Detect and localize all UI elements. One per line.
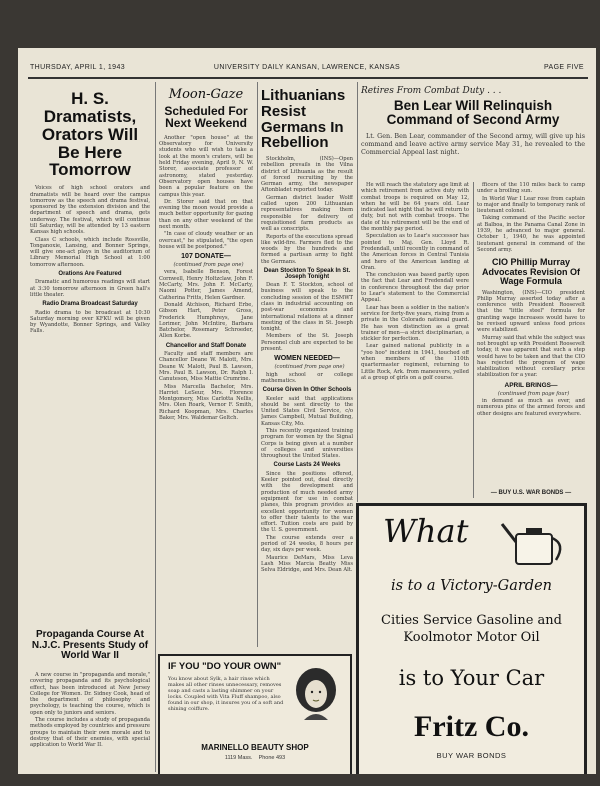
article-lear-continued [477,182,585,253]
subhead-107-donate: 107 DONATE— [181,253,231,261]
paragraph: Lear has been a soldier in the nation's service for forty-five years, rising from a private in the Colorado national guard. He has won distinction as a great trainer of men—a strict disciplinarian, a stickler for perfection. [361,304,469,343]
column-divider [357,82,358,502]
paragraph: Dean F. T. Stockton, school of business will speak to the concluding session of the ESMWT class in industrial accounting on post-war economics and international relations at a dinner meeting of the class in St. Joseph tonight. [261,282,353,333]
paragraph: Lear gained national publicity in a "yoo hoo" incident in 1941, touched off when members of the 110th quartermaster regiment, returning to Little Rock, Ark. from maneuvers, yelled at a group of girls on a golf course. [361,343,469,381]
paragraph: Keeler said that applications should be sent directly to the United States Civil Service, c/o James Campbell, Mutual Building, Kansas City, Mo. [261,395,353,427]
paragraph: Class C schools, which include Rossville, Tonganoxie, Lansing, and Bonner Springs, will give one-act plays in the auditorium of Library Memorial High School at 1:00 tomorrow afternoon. [30,236,150,268]
article-dramatists [30,185,150,335]
watering-can-icon [500,514,570,572]
ad-beauty-phone: Phone 493 [258,755,286,761]
paragraph: He will reach the statutory age limit at which retirement from active duty with combat troops is required on May 12, when he will be 64 years old. Lear indicated last night that he will return to duty, but not with combat troops. The date of his retirement will be the end of the monthly pay period. [361,182,469,233]
paragraph: Miss Marcella Bachelor, Mrs. Harriet LeSeur, Mrs. Florence Montgomery, Miss Carlotta Nellis, Mrs. Olen Roark, Vernor F. Smith, Richard Koopman, Mrs. Charles Baker, Mrs. Waldemar Geltch. [159,383,253,421]
subhead-stockton: Dean Stockton To Speak In St. Joseph Tonight [263,268,351,281]
subhead-april-brings: APRIL BRINGS— [504,381,558,389]
column-divider [155,82,156,772]
paragraph: Radio drama to be broadcast at 10:30 Saturday morning over KFKU will be given by Wyandotte, Bonner Springs, and Valley Falls. [30,309,150,335]
paragraph: A new course in "propaganda and morale," covering propaganda and its psychological effect, has been introduced at New Jersey College for Women. Dr. Sidney Cook, head of the department of philosophy and psychology, is teaching the course, which is open only to juniors and seniors. [30,672,150,716]
headline-ben-lear: Ben Lear Will Relinquish Command of Second Army [386,98,560,128]
ad-fritz-victory-garden: is to a Victory-Garden [390,578,553,594]
article-ben-lear [361,182,469,381]
paragraph: (continued from page one) [274,364,345,371]
ad-fritz-war-bonds: BUY WAR BONDS [436,751,507,760]
masthead-page-number: PAGE FIVE [543,64,584,71]
ad-beauty-shop-name: MARINELLO BEAUTY SHOP [201,743,309,752]
article-propaganda [30,672,150,750]
subhead: Chancellor and Staff Donate [165,342,247,349]
paragraph: Taking command of the Pacific sector at Balboa, in the Panama Canal Zone in 1939, he advanced to major general. October 1, 1940, he was appointed lieutenant general in command of the Second army. [477,215,585,253]
subhead: Orations Are Featured [58,271,122,278]
ad-fritz-co [356,503,587,774]
paragraph: German district leader Wolff called upon 200 Lithuanian representatives making them responsible for delivery of requisitioned farm products as well as conscripts. [261,194,353,233]
paragraph: (continued from page four) [497,390,570,397]
paragraph: vera, Isabelle Benson, Forest Cornwell, Henry Holtzclaw, John F. McCarty, Mrs. John F. McCarty, Naomi Potter, James Amend, Catherina Fritts, Helen Gardner. [159,269,253,301]
paragraph: Members of the St. Joseph Personnel club are expected to be present. [261,333,353,353]
article-women-needed [261,364,353,573]
paragraph: Reports of the executions spread like wild-fire. Farmers fled to the woods by the hundreds and formed a partisan army to fight the Germans. [261,233,353,265]
ad-beauty-headline: IF YOU "DO YOUR OWN" [168,661,282,672]
column-2 [159,82,253,652]
masthead-date: THURSDAY, APRIL 1, 1943 [30,64,126,71]
article-107-donate [159,262,253,421]
lear-lead [361,133,585,156]
column-5 [477,182,585,500]
paragraph: The course extends over a period of 24 weeks, 8 hours per day, six days per week. [261,534,353,554]
paragraph: Murray said that while the subject was not brought up with President Roosevelt today, it was apparent that such a step would have to be taken and that the CIO has rejected the program of wage stabilization without corollary price stabilization for a year. [477,334,585,379]
ad-fritz-company: Fritz Co. [414,710,529,743]
headline-lithuanians: Lithuanians Resist Germans In Rebellion [261,87,346,152]
paragraph: The conclusion was based partly upon the fact that Lear and Fredendall were in conference throughout the day prior to Lear's statement to the Commercial Appeal. [361,272,469,304]
headline-cio-murray: CIO Phillip Murray Advocates Revision Of Wage Formula [481,257,581,287]
paragraph: Washington, (INS)—CIO president Philip Murray asserted today after a conference with President Roosevelt that the "little steel" formula for granting wage increases would have to be revised upward unless food prices were stabilized. [477,289,585,334]
kicker-moon-gaze: Moon-Gaze [168,87,244,102]
column-3 [261,82,353,652]
war-bonds-footer: — BUY U.S. WAR BONDS — [490,490,572,496]
ad-fritz-your-car: is to Your Car [398,666,545,690]
ad-marinello-beauty-shop [158,654,352,774]
subhead: Radio Drama Broadcast Saturday [42,301,138,308]
column-divider [473,182,474,498]
masthead [18,64,596,76]
paragraph: In World War I Lear rose from captain to major and finally to temporary rank of lieutenant colonel. [477,195,585,215]
ad-beauty-address [160,755,350,761]
ad-fritz-what: What [383,512,469,550]
ad-beauty-street: 1119 Mass. [224,755,253,761]
headline-dramatists: H. S. Dramatists, Orators Will Be Here Tomorrow [41,89,139,180]
masthead-paper-name: UNIVERSITY DAILY KANSAN, LAWRENCE, KANSAS [213,64,401,71]
paragraph: in demand as much as ever, and numerous pins of the armed forces and other designs are featured everywhere. [477,398,585,417]
subhead: Course Lasts 24 Weeks [273,462,341,469]
paragraph: Stockholm, (INS)—Open rebellion prevails in the Vilna district of Lithuania as the result of forced recruiting by the German army, the newspaper Aftonbladet reported today. [261,156,353,194]
paragraph: Lt. Gen. Ben Lear, commander of the Second army, will give up his command and leave active army service May 31, he revealed to the Commercial Appeal last night. [361,132,585,156]
newspaper-page [18,48,596,774]
lear-header [361,82,585,182]
article-moon-gaze [159,135,253,250]
paragraph: Donald Atchison, Richard Erbe, Gibson Hart, Peter Gross, Frederick Humphreys, Jane Lorimer, John McIntire, Barbara Batchelor, Rosemary Schroeder, Allen Korbe. [159,301,253,340]
paragraph: Maurice DeMars, Miss Leva Lash Miss Marcia Beatty Miss Selva Eldridge, and Mrs. Dean Alt. [261,554,353,574]
paragraph: Dr. Storer said that on that evening the moon would provide a much better opportunity for gazing than on any other weekend of the next month. [159,198,253,230]
subhead: Course Given In Other Schools [262,387,352,394]
masthead-rule [28,77,588,79]
paragraph: Faculty and staff members are Chancellor Deane W. Malott, Mrs. Deane W. Malott, Paul B. Lawson, Mrs. Paul B. Lawson, Dr. Ralph I. Canuteson, Miss Mattie Crumrine. [159,351,253,383]
article-stockton [261,282,353,352]
ad-fritz-products: Cities Service Gasoline and Koolmotor Motor Oil [381,613,562,645]
paragraph: Speculation as to Lear's successor has pointed to Maj. Gen. Lloyd R. Fredendall, until recently in command of the American forces in Central Tunisia and hero of the American landing at Oran. [361,233,469,271]
column-4 [361,182,469,500]
article-lithuanians [261,156,353,265]
paragraph: Since the positions offered, Keeler pointed out, deal directly with the development and production of much needed army equipment for use in combat planes, this program provides an excellent opportunity for women to offer their talents to the war effort. Tuition costs are paid by the U. S. government. [261,470,353,534]
headline-propaganda: Propaganda Course At N.J.C. Presents Study of World War II [31,629,149,661]
paragraph: This recently organized training program for women by the Signal Corps is being given at a number of colleges and universities throughout the United States. [261,427,353,460]
paragraph: Voices of high school orators and dramatists will be heard over the campus tomorrow as the speech and drama festival, sponsored by the extension division and the department of speech and drama, gets underway. The festival, which will continue till Saturday, will be attended by 13 eastern Kansas high schools. [30,185,150,236]
column-divider [257,82,258,647]
ad-beauty-body: You know about Sylk, a hair rinse which makes all other rinses unnecessary, removes soap and casts a lasting shimmer on your locks. Coupled with Vita Fluff shampoo, also found in our shop, it insures you of a soft and shining coiffure. [168,676,284,712]
subhead-women-needed: WOMEN NEEDED— [274,355,340,363]
kicker-retires: Retires From Combat Duty . . . [361,86,502,96]
paragraph: (continued from page one) [173,262,244,269]
paragraph: The course includes a study of propaganda methods employed by countries and pressure groups to maintain their own morale and to destroy that of their enemies, with special application to World War II. [30,717,150,749]
article-april-brings [477,391,585,417]
column-1 [30,82,150,772]
woman-portrait-icon [290,664,342,726]
paragraph: Dramatic and humorous readings will start at 3:30 tomorrow afternoon in Green hall's little theater. [30,279,150,298]
headline-moon-gaze: Scheduled For Next Weekend [164,103,248,131]
article-cio-murray [477,290,585,379]
paragraph: fficers of the 110 miles back to camp under a broiling sun. [477,182,585,195]
paragraph: "In case of cloudy weather or an overcast," he stipulated, "the open house will be postponed." [159,231,253,250]
paragraph: high school or college mathematics. [261,371,353,384]
paragraph: Another "open house" at the Observatory for University students who will wish to take a look at the moon's craters, will be held Friday evening, April 9, N. W. Storer, associate professor of astronomy, stated yesterday. Observatory open houses have been a popular feature on the campus this year. [159,134,253,198]
